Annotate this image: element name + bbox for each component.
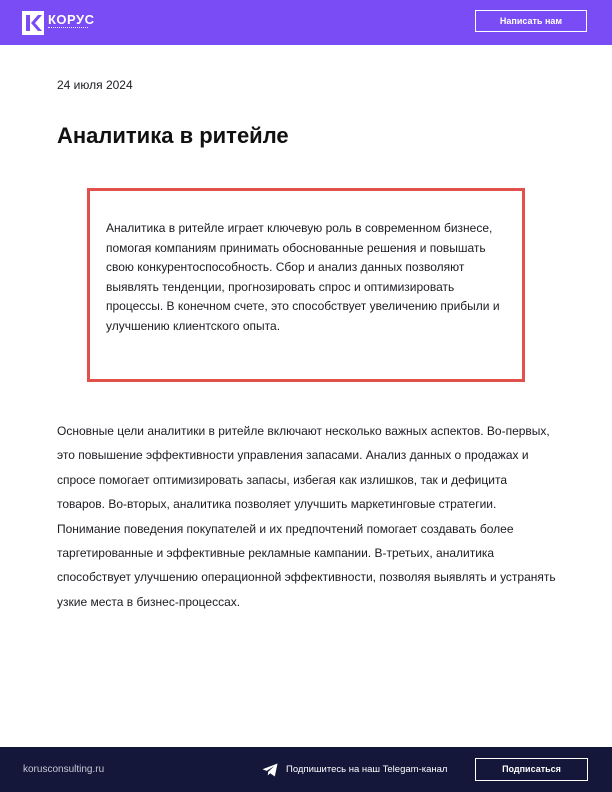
- article-body: Основные цели аналитики в ритейле включают несколько важных аспектов. Во-первых, это повышение эффективности управления запасами. Анализ данных о продажах и спросе помогает оптимизировать запасы, избегая как излишков, так и дефицита товаров. Во-вторых, аналитика позволяет улучшить маркетинговые стратегии. Понимание поведения покупателей и их предпочтений помогает создавать более таргетированные и эффективные рекламные кампании. В-третьих, аналитика способствует улучшению операционной эффективности, позволяя выявлять и устранять узкие места в бизнес-процессах.: [57, 424, 556, 609]
- callout-box: [87, 188, 525, 382]
- logo-tagline: [48, 27, 88, 31]
- telegram-subscribe-text[interactable]: Подпишитесь на наш Telegam-канал: [286, 764, 448, 775]
- header: [0, 0, 612, 45]
- logo-text: КОРУС: [48, 12, 95, 27]
- subscribe-button[interactable]: Подписаться: [475, 758, 588, 781]
- article-date: 24 июля 2024: [57, 78, 133, 92]
- article-title: Аналитика в ритейле: [57, 123, 289, 148]
- callout-text: Аналитика в ритейле играет ключевую роль в современном бизнесе, помогая компаниям принимать обоснованные решения и повышать свою конкурентоспособность. Сбор и анализ данных позволяют выявлять тенденции, прогнозировать спрос и оптимизировать процессы. В конечном счете, это способствует увеличению прибыли и улучшению клиентского опыта.: [106, 221, 500, 333]
- telegram-icon[interactable]: [262, 763, 278, 777]
- footer-site-link[interactable]: korusconsulting.ru: [23, 764, 105, 775]
- korus-logo-icon: [22, 11, 44, 35]
- logo[interactable]: [22, 10, 95, 36]
- write-us-button[interactable]: Написать нам: [475, 10, 587, 32]
